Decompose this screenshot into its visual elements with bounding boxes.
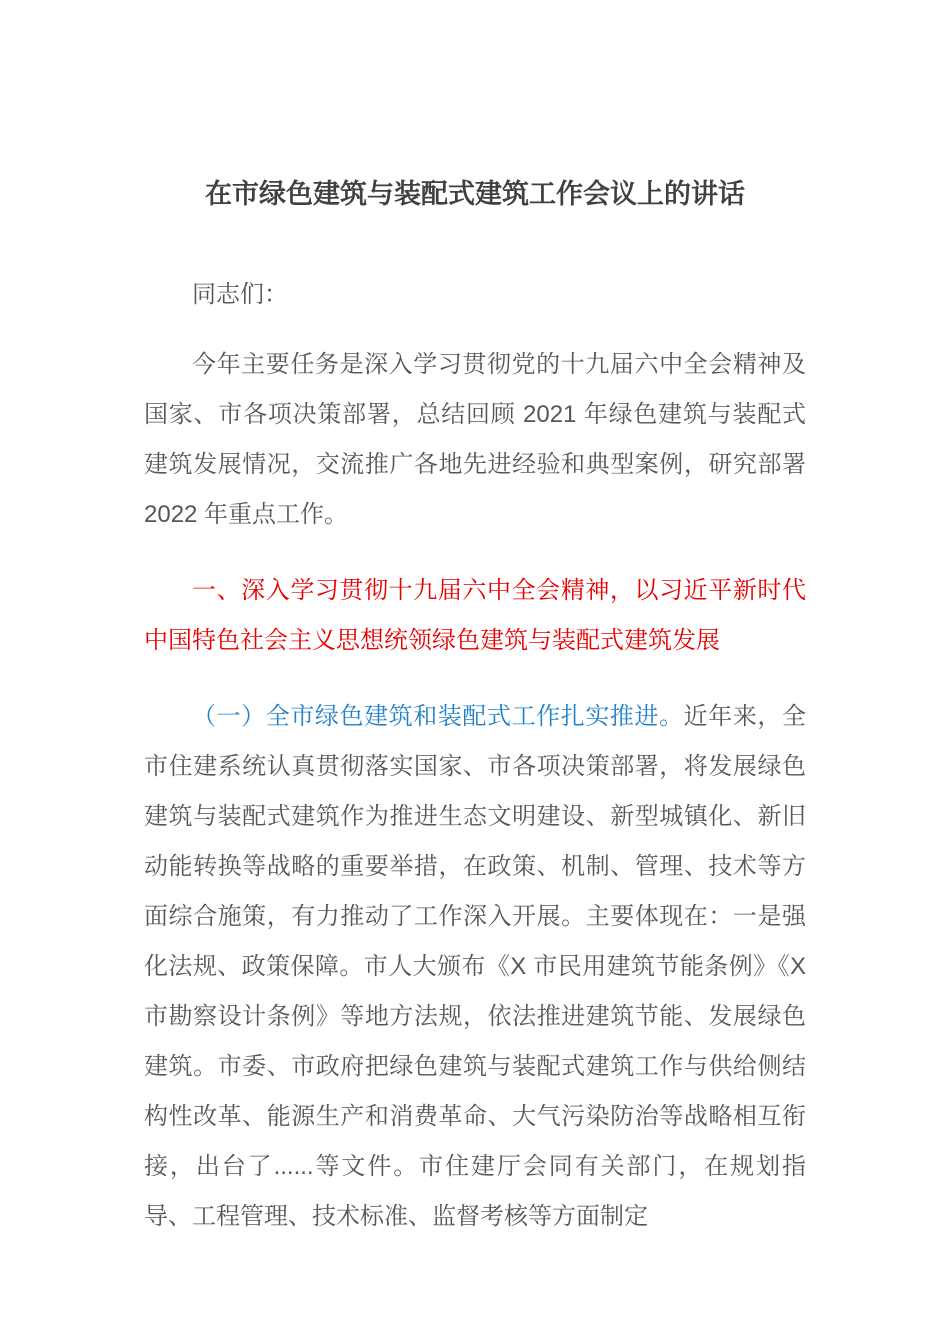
- paragraph-intro: 今年主要任务是深入学习贯彻党的十九届六中全会精神及国家、市各项决策部署，总结回顾 2021 年绿色建筑与装配式建筑发展情况，交流推广各地先进经验和典型案例，研究部署 2022 年重点工作。: [144, 351, 806, 528]
- paragraph-salutation: 同志们：: [192, 281, 288, 308]
- document-title: 在市绿色建筑与装配式建筑工作会议上的讲话: [205, 179, 745, 209]
- subsection-1-lead: （一）全市绿色建筑和装配式工作扎实推进。: [192, 703, 684, 730]
- document-body: [144, 270, 806, 1242]
- subsection-1-body-text: 近年来，全市住建系统认真贯彻落实国家、市各项决策部署，将发展绿色建筑与装配式建筑作为推进生态文明建设、新型城镇化、新旧动能转换等战略的重要举措，在政策、机制、管理、技术等方面综合施策，有力推动了工作深入开展。主要体现在：一是强化法规、政策保障。市人大颁布《X 市民用建筑节能条例》《X 市勘察设计条例》等地方法规，依法推进建筑节能、发展绿色建筑。市委、市政府把绿色建筑与装配式建筑工作与供给侧结构性改革、能源生产和消费革命、大气污染防治等战略相互衔接，出台了......等文件。市住建厅会同有关部门，在规划指导、工程管理、技术标准、监督考核等方面制定: [144, 703, 807, 1230]
- section-heading-1: 一、深入学习贯彻十九届六中全会精神，以习近平新时代中国特色社会主义思想统领绿色建筑与装配式建筑发展: [144, 577, 806, 654]
- paragraph-subsection-1: [144, 692, 806, 1242]
